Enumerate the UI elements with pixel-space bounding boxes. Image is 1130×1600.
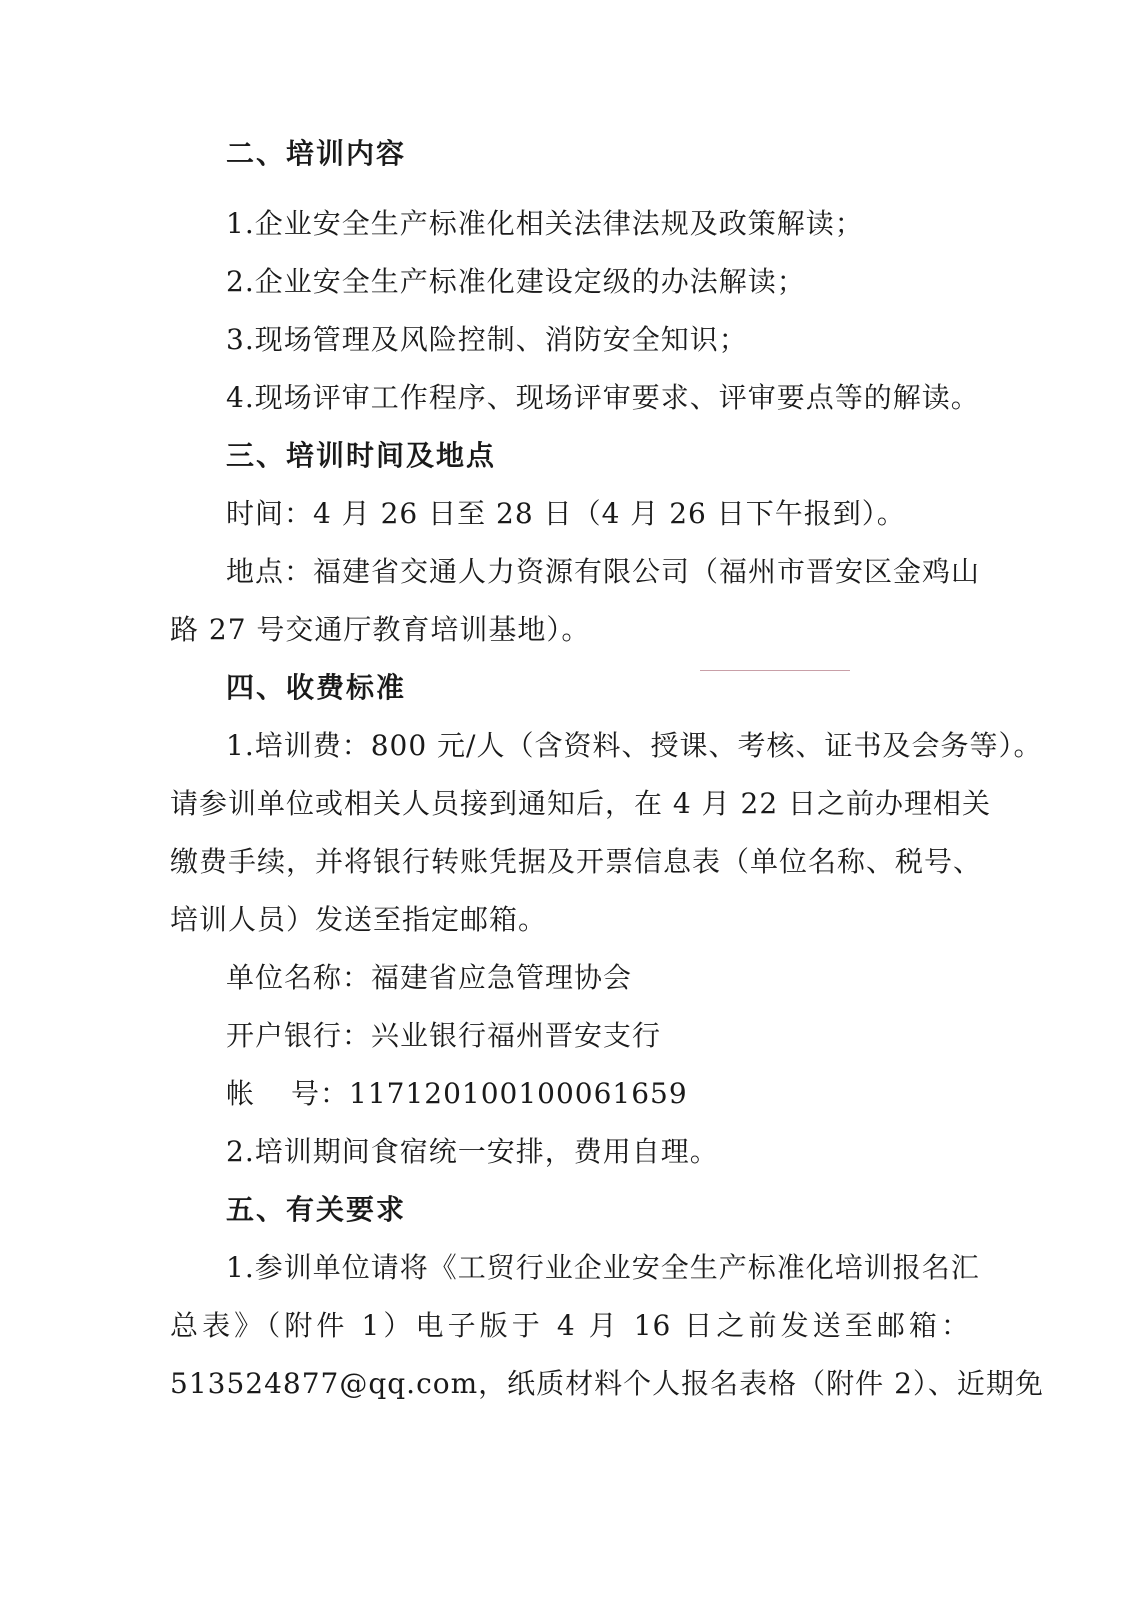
training-time: 时间：4 月 26 日至 28 日（4 月 26 日下午报到）。: [226, 497, 906, 530]
requirement-paragraph-cont: 513524877@qq.com，纸质材料个人报名表格（附件 2）、近期免: [170, 1367, 1044, 1400]
fee-paragraph-cont: 请参训单位或相关人员接到通知后，在 4 月 22 日之前办理相关: [170, 787, 992, 820]
unit-name: 单位名称：福建省应急管理协会: [226, 961, 633, 994]
section-heading-training-content: 二、培训内容: [226, 137, 407, 170]
requirement-paragraph-cont: 总表》（附件 1）电子版于 4 月 16 日之前发送至邮箱：: [170, 1309, 970, 1342]
section-heading-fees: 四、收费标准: [226, 671, 407, 704]
requirement-paragraph: 1.参训单位请将《工贸行业企业安全生产标准化培训报名汇: [226, 1251, 980, 1284]
list-item: 2.企业安全生产标准化建设定级的办法解读；: [226, 265, 806, 298]
fee-paragraph-cont: 培训人员）发送至指定邮箱。: [170, 903, 548, 936]
bank-name: 开户银行：兴业银行福州晋安支行: [226, 1019, 662, 1052]
account-number: [226, 1074, 1026, 1114]
list-item: 4.现场评审工作程序、现场评审要求、评审要点等的解读。: [226, 381, 980, 414]
account-value: ：117120100100061659: [320, 1077, 688, 1110]
section-heading-requirements: 五、有关要求: [226, 1193, 407, 1226]
fee-paragraph-cont: 缴费手续，并将银行转账凭据及开票信息表（单位名称、税号、: [170, 845, 983, 878]
training-place-cont: 路 27 号交通厅教育培训基地）。: [170, 613, 591, 646]
meals-note: 2.培训期间食宿统一安排，费用自理。: [226, 1135, 719, 1168]
list-item: 3.现场管理及风险控制、消防安全知识；: [226, 323, 748, 356]
fee-paragraph: 1.培训费：800 元/人（含资料、授课、考核、证书及会务等）。: [226, 729, 1043, 762]
list-item: 1.企业安全生产标准化相关法律法规及政策解读；: [226, 207, 864, 240]
section-heading-time-place: 三、培训时间及地点: [226, 439, 497, 472]
account-label: 帐 号: [226, 1077, 320, 1110]
training-place: 地点：福建省交通人力资源有限公司（福州市晋安区金鸡山: [226, 555, 981, 588]
